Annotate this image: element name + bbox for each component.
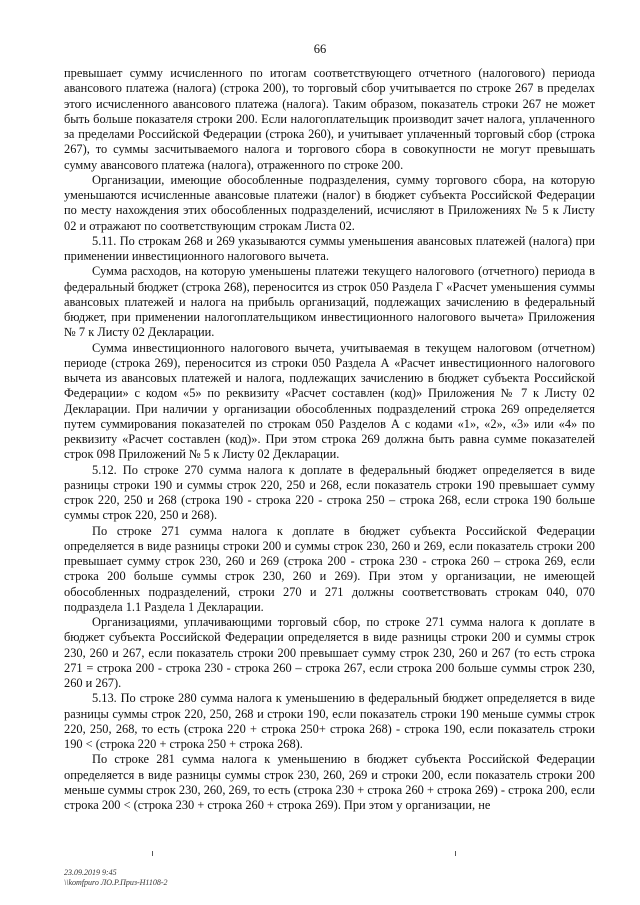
paragraph: По строке 271 сумма налога к доплате в бюджет субъекта Российской Федерации определяется в виде разницы строки 200 и суммы строк 230, 260 и 269, если показатель строки 200 превышает сумму строк 230, 260 и 269 (строка 200 - строка 230 - строка 260 – строка 269, если строка 200 больше суммы строк 230, 260 и 269). При этом у организации, не имеющей обособленных подразделений, строки 270 и 271 должны соответствовать строкам 040, 070 подраздела 1.1 Раздела 1 Декларации. (64, 523, 595, 614)
document-footer (64, 868, 168, 888)
paragraph-continuation: превышает сумму исчисленного по итогам соответствующего отчетного (налогового) периода авансового платежа (налога) (строка 200), то торговый сбор учитывается по строке 267 в пределах этого исчисленного авансового платежа (налога). Таким образом, показатель строки 267 не может быть больше показателя строки 200. Если налогоплательщик производит зачет налога, уплаченного за пределами Российской Федерации (строка 260), и учитывает уплаченный торговый сбор (строка 267), то суммы засчитываемого налога и торгового сбора в совокупности не могут превышать сумму авансового платежа (налога), отраженного по строке 200. (64, 66, 595, 172)
page-number: 66 (313, 42, 327, 56)
paragraph: Сумма инвестиционного налогового вычета, учитываемая в текущем налоговом (отчетном) периоде (строка 269), переносится из строки 050 Раздела А «Расчет инвестиционного налогового вычета из авансовых платежей и налога, подлежащих зачислению в бюджет субъекта Российской Федерации» с кодом «5» по реквизиту «Расчет составлен (код)» Приложения № 7 к Листу 02 Декларации. При наличии у организации обособленных подразделений строка 269 определяется путем суммирования показателей по строкам 050 Разделов А с кодами «1», «2», «3» или «4» по реквизиту «Расчет составлен (код)». При этом строка 269 должна быть равна сумме показателей строк 098 Приложений № 5 к Листу 02 Декларации. (64, 340, 595, 462)
paragraph-section-5-13: 5.13. По строке 280 сумма налога к уменьшению в федеральный бюджет определяется в виде разницы суммы строк 220, 250, 268 и строки 190, если показатель строки 190 меньше суммы строк 220, 250, 268, то есть (строка 220 + строка 250+ строка 268) - строка 190, если показатель строки 190 < (строка 220 + строка 250 + строка 268). (64, 691, 595, 751)
document-body (64, 66, 595, 813)
paragraph: Организации, имеющие обособленные подразделения, сумму торгового сбора, на которую уменьшаются исчисленные авансовые платежи (налог) в бюджет субъекта Российской Федерации по месту нахождения этих обособленных подразделений, исчисляют в Приложениях № 5 к Листу 02 и отражают по соответствующим строкам Листа 02. (64, 172, 595, 233)
paragraph: Сумма расходов, на которую уменьшены платежи текущего налогового (отчетного) периода в федеральный бюджет (строка 268), переносится из строк 050 Раздела Г «Расчет уменьшения суммы авансовых платежей и налога на прибыль организаций, подлежащих зачислению в федеральный бюджет, при применении налогоплательщиком инвестиционного налогового вычета» Приложения № 7 к Листу 02 Декларации. (64, 264, 595, 340)
scan-mark (152, 851, 153, 856)
paragraph: Организациями, уплачивающими торговый сбор, по строке 271 сумма налога к доплате в бюджет субъекта Российской Федерации определяется в виде разницы строки 200 и суммы строк 230, 260 и 267, если показатель строки 200 превышает сумму строк 230, 260 и 267 (то есть строка 271 = строка 200 - строка 230 - строка 260 – строка 267, если строка 200 больше суммы строк 230, 260 и 267). (64, 615, 595, 690)
footer-file-path: \\komfpuro ЛО.Р.Приз-Н1108-2 (64, 878, 168, 887)
scan-mark (455, 851, 456, 856)
footer-timestamp: 23.09.2019 9:45 (64, 868, 117, 877)
paragraph-section-5-11: 5.11. По строкам 268 и 269 указываются суммы уменьшения авансовых платежей (налога) при применении инвестиционного налогового вычета. (64, 233, 595, 263)
paragraph: По строке 281 сумма налога к уменьшению в бюджет субъекта Российской Федерации определяется в виде разницы суммы строк 230, 260, 269 и строки 200, если показатель строки 200 меньше суммы строк 230, 260, 269, то есть (строка 230 + строка 260 + строка 269) - строка 200, если строка 200 < (строка 230 + строка 260 + строка 269). При этом у организации, не (64, 752, 595, 812)
paragraph-section-5-12: 5.12. По строке 270 сумма налога к доплате в федеральный бюджет определяется в виде разницы строки 190 и суммы строк 220, 250 и 268, если показатель строки 190 превышает сумму строк 220, 250 и 268 (строка 190 - строка 220 - строка 250 – строка 268, если строка 190 больше суммы строк 220, 250 и 268). (64, 462, 595, 523)
